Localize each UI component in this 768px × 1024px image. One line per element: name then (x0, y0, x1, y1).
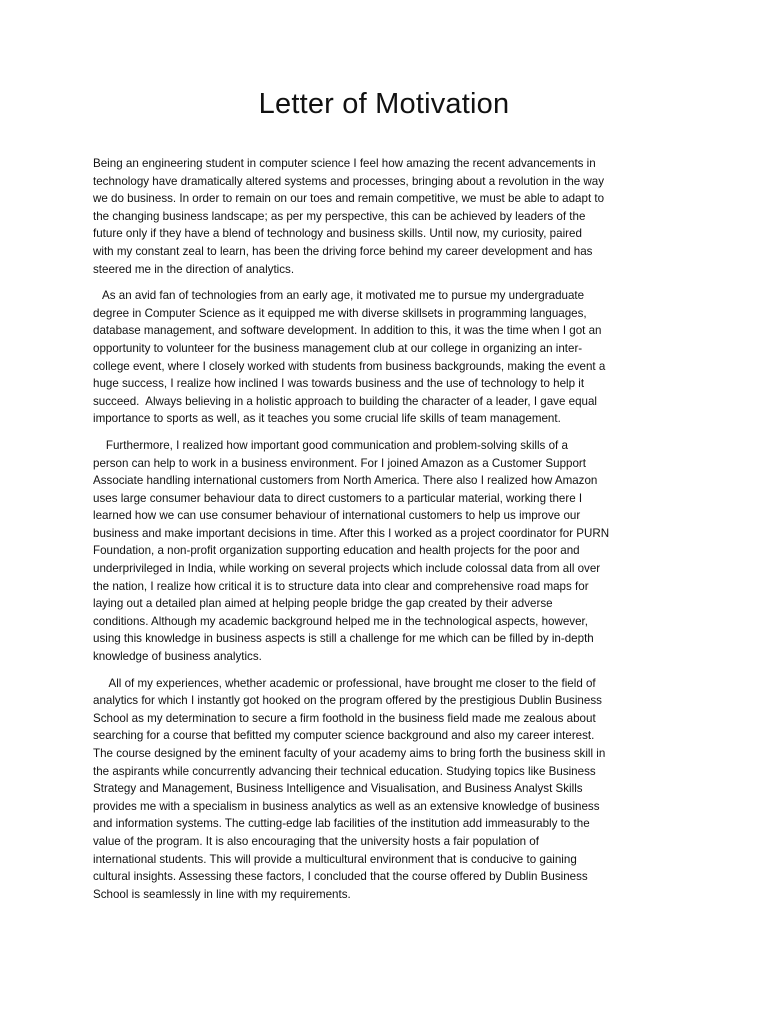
text-line: The course designed by the eminent faculty of your academy aims to bring forth the business skill in (93, 747, 606, 760)
text-line: importance to sports as well, as it teaches you some crucial life skills of team management. (93, 412, 561, 426)
text-line: business and make important decisions in time. After this I worked as a project coordinator for PURN (93, 526, 610, 540)
text-line: college event, where I closely worked with students from business backgrounds, making the event a (93, 359, 606, 373)
text-line: Being an engineering student in computer science I feel how amazing the recent advancements in (93, 157, 596, 170)
text-line: opportunity to volunteer for the business management club at our college in organizing an inter- (93, 341, 583, 355)
text-line: the changing business landscape; as per my perspective, this can be achieved by leaders of the (93, 209, 586, 223)
text-line: and information systems. The cutting-edge lab facilities of the institution add immeasurably to the (93, 817, 590, 831)
text-line: with my constant zeal to learn, has been the driving force behind my career development and has (93, 244, 593, 258)
text-line: laying out a detailed plan aimed at helping people bridge the gap created by their adverse (93, 597, 553, 611)
text-line: learned how we can use consumer behaviour of international customers to help us improve our (93, 509, 581, 523)
paragraph-2 (93, 287, 677, 428)
text-line: Foundation, a non-profit organization supporting education and health projects for the poor and (93, 544, 580, 558)
text-line: School as my determination to secure a firm foothold in the business field made me zealous about (93, 711, 596, 725)
text-line: searching for a course that befitted my computer science background and also my career interest. (93, 729, 595, 743)
text-line: underprivileged in India, while working on several projects which include colossal data from all over (93, 562, 601, 576)
text-line: huge success, I realize how inclined I was towards business and the use of technology to help it (93, 377, 585, 391)
text-line: knowledge of business analytics. (93, 650, 262, 664)
text-line: School is seamlessly in line with my requirements. (93, 887, 351, 901)
text-line: we do business. In order to remain on our toes and remain competitive, we must be able to adapt to (93, 192, 605, 206)
text-line: person can help to work in a business environment. For I joined Amazon as a Customer Support (93, 456, 586, 470)
text-line: As an avid fan of technologies from an early age, it motivated me to pursue my undergraduate (93, 289, 585, 303)
text-line: steered me in the direction of analytics. (93, 262, 295, 276)
text-line: the aspirants while concurrently advancing their technical education. Studying topics like Business (93, 764, 596, 778)
text-line: database management, and software development. In addition to this, it was the time when I got an (93, 324, 602, 338)
document-title: Letter of Motivation (258, 88, 510, 120)
paragraph-4 (93, 675, 677, 904)
text-line: cultural insights. Assessing these factors, I concluded that the course offered by Dublin Business (93, 870, 588, 884)
text-line: All of my experiences, whether academic or professional, have brought me closer to the field of (93, 676, 596, 690)
letter-body (93, 155, 677, 912)
text-line: value of the program. It is also encouraging that the university hosts a fair population of (93, 834, 539, 848)
text-line: future only if they have a blend of technology and business skills. Until now, my curiosity, paired (93, 227, 582, 241)
text-line: uses large consumer behaviour data to direct customers to a particular material, working there I (93, 491, 583, 505)
text-line: using this knowledge in business aspects is still a challenge for me which can be filled by in-depth (93, 632, 594, 646)
paragraph-3 (93, 437, 677, 666)
text-line: succeed. Always believing in a holistic approach to building the character of a leader, I gave equal (93, 394, 597, 408)
text-line: international students. This will provide a multicultural environment that is conducive to gaining (93, 852, 577, 866)
paragraph-1 (93, 155, 677, 278)
text-line: degree in Computer Science as it equipped me with diverse skillsets in programming languages, (93, 306, 587, 320)
text-line: Associate handling international customers from North America. There also I realized how Amazon (93, 474, 598, 488)
text-line: Furthermore, I realized how important good communication and problem-solving skills of a (93, 438, 568, 452)
text-line: the nation, I realize how critical it is to structure data into clear and comprehensive road maps for (93, 579, 589, 593)
text-line: analytics for which I instantly got hooked on the program offered by the prestigious Dublin Business (93, 694, 602, 708)
text-line: Strategy and Management, Business Intelligence and Visualisation, and Business Analyst Skills (93, 782, 583, 796)
text-line: technology have dramatically altered systems and processes, bringing about a revolution in the way (93, 174, 605, 188)
text-line: conditions. Although my academic background helped me in the technological aspects, however, (93, 614, 588, 628)
text-line: provides me with a specialism in business analytics as well as an extensive knowledge of business (93, 799, 600, 813)
